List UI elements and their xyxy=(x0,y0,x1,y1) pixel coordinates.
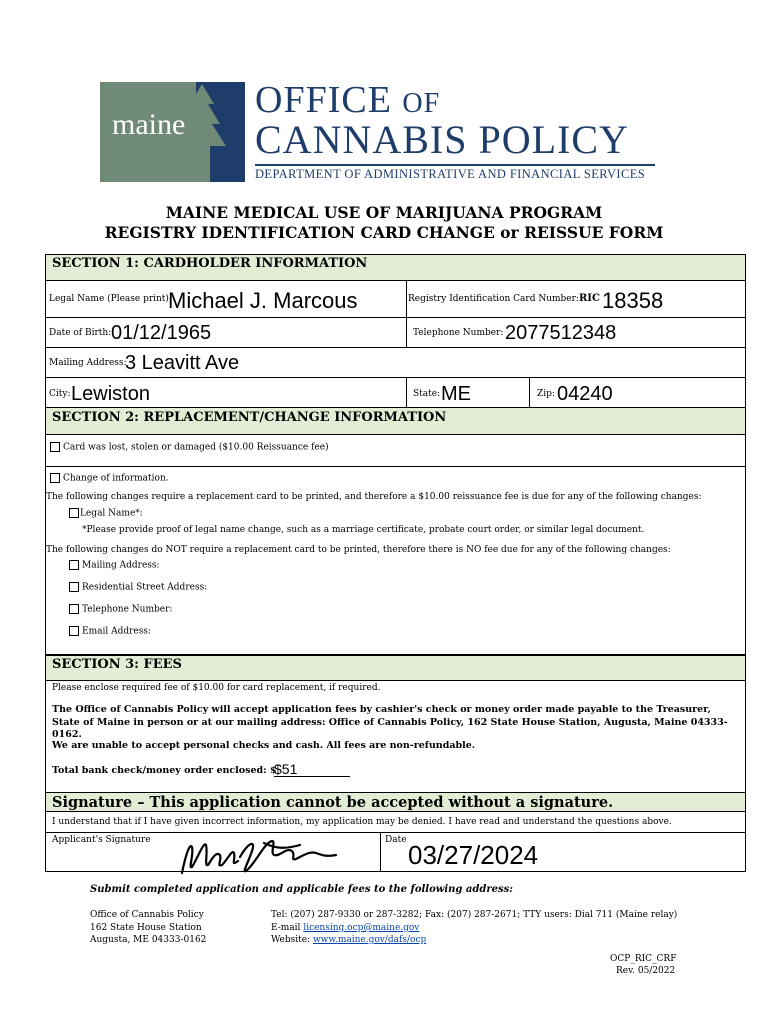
telephone-value: 2077512348 xyxy=(505,322,617,344)
residential-change-option[interactable] xyxy=(69,582,207,593)
email-link[interactable]: licensing.ocp@maine.gov xyxy=(303,923,420,933)
telephone-change-option[interactable] xyxy=(69,604,172,615)
footer-address-line2: 162 State House Station xyxy=(90,923,202,933)
nofee-note: The following changes do NOT require a replacement card to be printed, therefore there is NO fee due for any of the following changes: xyxy=(46,545,671,555)
logo-maine-text: maine xyxy=(112,108,186,141)
telephone-checkbox[interactable] xyxy=(69,604,79,614)
city-value: Lewiston xyxy=(71,383,150,405)
understand-text: I understand that if I have given incorrect information, my application may be denied. I have read and understand the questions above. xyxy=(52,817,672,827)
ric-number-field[interactable] xyxy=(406,280,746,318)
handwritten-signature xyxy=(176,833,376,883)
logo-rule xyxy=(255,164,655,166)
lost-card-row xyxy=(45,434,746,467)
no-checks-text: We are unable to accept personal checks and cash. All fees are non-refundable. xyxy=(52,740,476,751)
date-label: Date xyxy=(385,835,407,845)
dob-value: 01/12/1965 xyxy=(111,322,212,344)
residential-change-label: Residential Street Address: xyxy=(82,582,208,593)
footer-email xyxy=(271,923,419,933)
ric-label: Registry Identification Card Number: xyxy=(408,294,579,304)
ric-value: 18358 xyxy=(602,288,664,313)
logo-cannabis-policy-text: CANNABIS POLICY xyxy=(255,117,629,162)
change-info-block xyxy=(45,466,746,656)
footer-website-label: Website: xyxy=(271,935,311,945)
legal-name-option[interactable] xyxy=(69,508,143,519)
footer-address-line3: Augusta, ME 04333-0162 xyxy=(90,935,207,945)
telephone-change-label: Telephone Number: xyxy=(82,604,173,615)
logo-office-text: OFFICE OF xyxy=(255,79,441,121)
mailing-change-option[interactable] xyxy=(69,560,160,571)
state-value: ME xyxy=(441,383,471,405)
legal-name-value: Michael J. Marcous xyxy=(168,288,358,313)
zip-field[interactable] xyxy=(529,377,746,408)
mailing-change-label: Mailing Address: xyxy=(82,560,160,571)
dob-label: Date of Birth: xyxy=(49,328,112,338)
form-revision: Rev. 05/2022 xyxy=(616,966,676,976)
footer-email-label: E-mail xyxy=(271,923,301,933)
date-field[interactable] xyxy=(380,832,746,872)
section2-heading: SECTION 2: REPLACEMENT/CHANGE INFORMATION xyxy=(45,407,746,435)
proof-note: *Please provide proof of legal name change, such as a marriage certificate, probate court order, or similar legal document. xyxy=(82,525,645,535)
city-label: City: xyxy=(49,389,71,399)
mailing-value: 3 Leavitt Ave xyxy=(125,352,240,374)
city-field[interactable] xyxy=(45,377,407,408)
mailing-address-field[interactable] xyxy=(45,347,746,378)
lost-card-label: Card was lost, stolen or damaged ($10.00 Reissuance fee) xyxy=(63,442,329,453)
total-value[interactable]: $51 xyxy=(274,762,350,777)
fees-block xyxy=(45,680,746,793)
mailing-label: Mailing Address: xyxy=(49,358,127,368)
signature-heading: Signature – This application cannot be accepted without a signature. xyxy=(45,792,746,812)
change-info-checkbox[interactable] xyxy=(50,473,60,483)
dob-field[interactable] xyxy=(45,317,407,348)
section3-heading: SECTION 3: FEES xyxy=(45,654,746,681)
office-accepts-text: The Office of Cannabis Policy will accept application fees by cashier's check or money order made payable to the Treasurer, State of Maine in person or at our mailing address: Office of Cannabis Policy, 162 State House Station, Augusta, Maine 04333-0162. xyxy=(52,704,728,740)
date-value: 03/27/2024 xyxy=(408,840,539,870)
email-change-option[interactable] xyxy=(69,626,151,637)
telephone-field[interactable] xyxy=(406,317,746,348)
form-code: OCP_RIC_CRF xyxy=(610,954,677,964)
fee-note: The following changes require a replacement card to be printed, and therefore a $10.00 reissuance fee is due for any of the following changes: xyxy=(46,492,702,502)
change-info-label: Change of information. xyxy=(63,473,169,484)
ocp-logo xyxy=(100,79,660,188)
legal-name-field[interactable] xyxy=(45,280,407,318)
form-title-line2: REGISTRY IDENTIFICATION CARD CHANGE or REISSUE FORM xyxy=(104,223,664,242)
zip-value: 04240 xyxy=(557,383,613,405)
state-label: State: xyxy=(413,389,441,399)
change-info-option[interactable] xyxy=(50,473,169,484)
legal-name-label: Legal Name (Please print): xyxy=(49,294,172,304)
footer-phone: Tel: (207) 287-9330 or 287-3282; Fax: (207) 287-2671; TTY users: Dial 711 (Maine relay) xyxy=(271,910,678,920)
logo-department-text: DEPARTMENT OF ADMINISTRATIVE AND FINANCIAL SERVICES xyxy=(255,167,646,181)
residential-checkbox[interactable] xyxy=(69,582,79,592)
legal-name-change-label: Legal Name*: xyxy=(80,508,143,519)
form-title-line1: MAINE MEDICAL USE OF MARIJUANA PROGRAM xyxy=(165,203,603,222)
understand-row xyxy=(45,811,746,833)
section1-heading: SECTION 1: CARDHOLDER INFORMATION xyxy=(45,254,746,281)
legal-name-checkbox[interactable] xyxy=(69,508,79,518)
footer-website xyxy=(271,935,426,945)
total-label: Total bank check/money order enclosed: $ xyxy=(52,765,277,776)
lost-card-option[interactable] xyxy=(50,442,329,453)
applicant-signature-label: Applicant's Signature xyxy=(52,835,151,845)
ric-prefix: RIC xyxy=(579,293,600,304)
enclose-fee-text: Please enclose required fee of $10.00 for card replacement, if required. xyxy=(52,683,381,693)
state-field[interactable] xyxy=(406,377,530,408)
mailing-checkbox[interactable] xyxy=(69,560,79,570)
email-change-label: Email Address: xyxy=(82,626,152,637)
submit-instructions: Submit completed application and applicable fees to the following address: xyxy=(90,884,513,895)
lost-card-checkbox[interactable] xyxy=(50,442,60,452)
zip-label: Zip: xyxy=(537,389,555,399)
telephone-label: Telephone Number: xyxy=(413,328,504,338)
email-checkbox[interactable] xyxy=(69,626,79,636)
website-link[interactable]: www.maine.gov/dafs/ocp xyxy=(312,935,427,945)
footer-address-line1: Office of Cannabis Policy xyxy=(90,910,204,920)
applicant-signature-field[interactable] xyxy=(45,832,381,872)
